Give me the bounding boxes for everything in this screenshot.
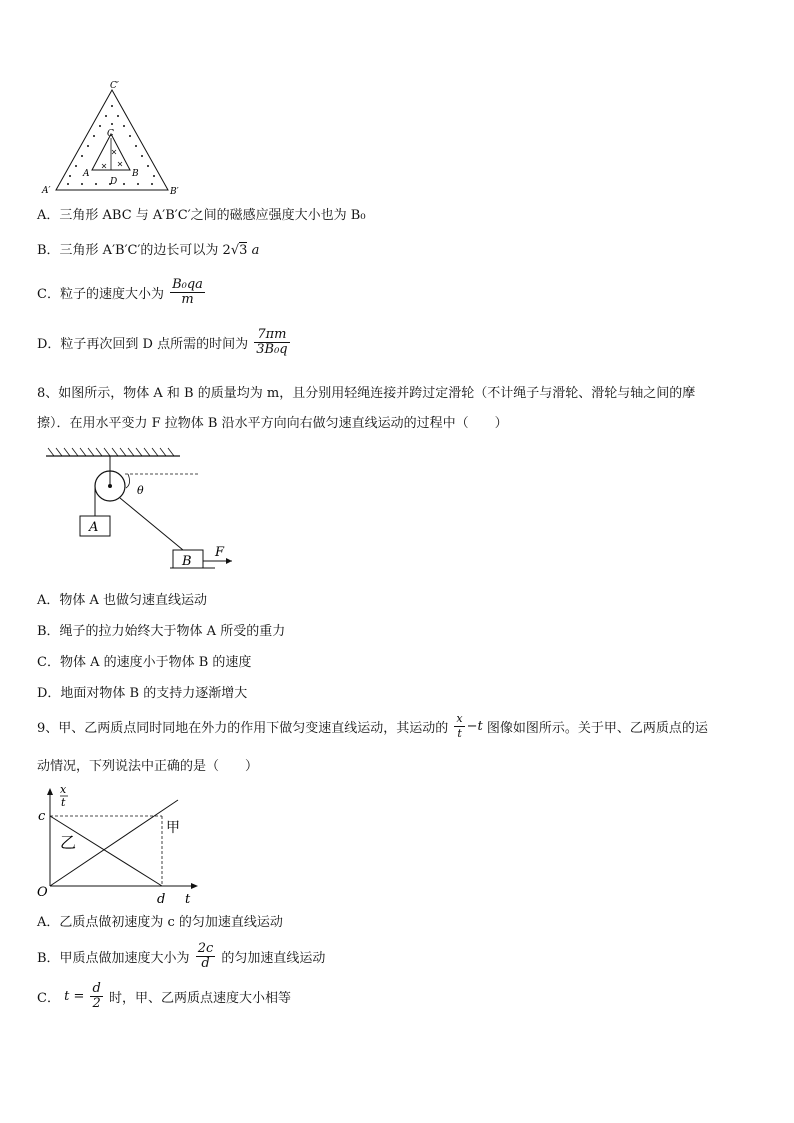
label-b-prime: B′: [170, 187, 179, 197]
graph-yaxis-den: t: [61, 796, 66, 809]
label-c: C: [107, 129, 114, 139]
q9-option-b-fraction: [196, 942, 216, 971]
q9-stem-line2: 动情况，下列说法中正确的是（ ）: [37, 759, 259, 774]
q9-option-b-post: 的匀加速直线运动: [221, 951, 326, 966]
graph-d-label: d: [157, 892, 166, 906]
graph-origin-label: O: [37, 885, 48, 900]
pulley-block-b-label: B: [182, 554, 192, 569]
q7-option-d-num: 7πm: [254, 328, 289, 343]
q9-stem1-den: t: [457, 727, 462, 740]
q9-stem-line1: [37, 712, 708, 741]
q7-option-c-fraction: [170, 278, 205, 307]
q7-option-c-pre: C．粒子的速度大小为: [37, 287, 164, 302]
q9-option-c-post: 时，甲、乙两质点速度大小相等: [108, 991, 291, 1006]
q7-option-d: [37, 328, 292, 357]
q9-option-c-den: 2: [92, 996, 101, 1011]
q9-option-c-fraction: [90, 982, 102, 1011]
q7-option-c-den: m: [181, 292, 194, 307]
pulley-block-a-label: A: [89, 520, 99, 535]
pulley-figure: [40, 446, 240, 576]
xt-t-graph: [36, 786, 206, 906]
q7-option-d-pre: D．粒子再次回到 D 点所需的时间为: [37, 337, 249, 352]
q7-option-b-pre: B．三角形 A′B′C′的边长可以为 2: [37, 243, 231, 258]
label-b: B: [132, 169, 139, 179]
q8-stem-line1: 8、如图所示，物体 A 和 B 的质量均为 m，且分别用轻绳连接并跨过定滑轮（不计绳子与滑轮、滑轮与轴之间的摩: [37, 386, 696, 401]
q9-stem1-pre: 9、甲、乙两质点同时同地在外力的作用下做匀变速直线运动，其运动的: [37, 721, 449, 736]
q7-option-d-den: 3B₀q: [256, 342, 288, 357]
q8-option-a: A．物体 A 也做匀速直线运动: [37, 593, 208, 608]
graph-t-label: t: [185, 892, 191, 906]
label-c-prime: C′: [110, 81, 119, 91]
triangle-field-figure: [40, 78, 190, 200]
graph-jia-label: 甲: [166, 820, 180, 836]
q7-option-c: [37, 278, 207, 307]
q9-stem1-num: x: [456, 712, 463, 725]
label-d: D: [110, 177, 118, 187]
q7-option-b-sqrt: 3: [239, 243, 248, 258]
q9-option-a: A．乙质点做初速度为 c 的匀加速直线运动: [37, 915, 283, 930]
pulley-theta-label: θ: [137, 484, 144, 497]
q9-stem1-post: 图像如图所示。关于甲、乙两质点的运: [486, 721, 708, 736]
q9-option-b: [37, 942, 325, 971]
q7-option-b: [37, 242, 259, 260]
q9-option-c-num: d: [92, 981, 101, 996]
q9-option-c-pre: C．: [37, 991, 60, 1006]
pulley-force-label: F: [215, 545, 225, 560]
q9-option-b-pre: B．甲质点做加速度大小为: [37, 951, 190, 966]
q8-option-c: C．物体 A 的速度小于物体 B 的速度: [37, 655, 252, 670]
q7-option-b-post: a: [251, 243, 260, 258]
q7-option-c-num: B₀qa: [172, 277, 203, 292]
q8-option-d: D．地面对物体 B 的支持力逐渐增大: [37, 686, 248, 701]
q9-option-c-var: t =: [64, 989, 85, 1004]
sqrt-sign-icon: √: [230, 243, 240, 258]
label-a-prime: A′: [42, 186, 51, 196]
graph-yi-label: 乙: [60, 833, 77, 852]
graph-yaxis-num: x: [60, 786, 67, 796]
q8-stem-line2: 擦）．在用水平变力 F 拉物体 B 沿水平方向向右做匀速直线运动的过程中（ ）: [37, 416, 508, 431]
label-a: A: [83, 169, 90, 179]
q9-option-b-num: 2c: [197, 941, 214, 956]
q9-stem1-mid: −t: [466, 719, 483, 734]
q7-option-a: A．三角形 ABC 与 A′B′C′之间的磁感应强度大小也为 B₀: [37, 208, 366, 223]
graph-c-label: c: [38, 809, 46, 824]
q8-option-b: B．绳子的拉力始终大于物体 A 所受的重力: [37, 624, 286, 639]
q9-stem1-fraction: [454, 712, 464, 741]
q9-option-b-den: d: [201, 956, 210, 971]
q9-option-c: [37, 982, 291, 1011]
q7-option-d-fraction: [254, 328, 289, 357]
